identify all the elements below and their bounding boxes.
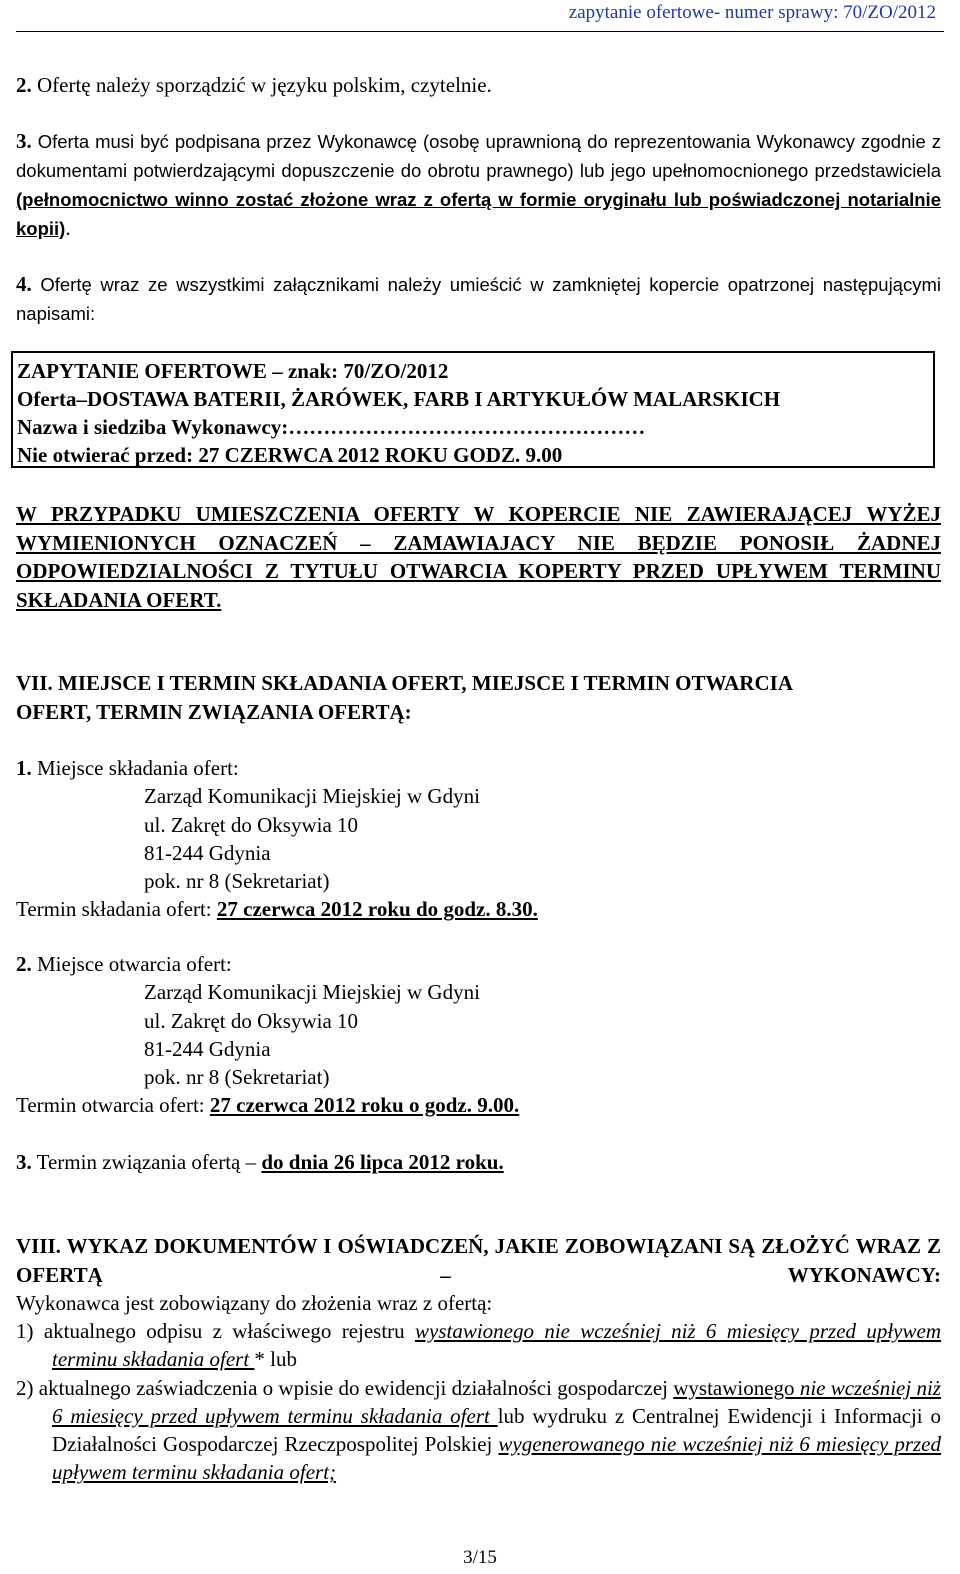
address-line: Zarząd Komunikacji Miejskiej w Gdyni (144, 784, 480, 809)
paragraph-end: . (65, 216, 71, 240)
section-7-title-line-1: VII. MIEJSCE I TERMIN SKŁADANIA OFERT, MIEJSCE I TERMIN OTWARCIA (16, 671, 793, 695)
deadline-label: Termin składania ofert: (16, 897, 217, 922)
section-8-intro: Wykonawca jest zobowiązany do złożenia wraz z ofertą: (16, 1291, 493, 1315)
paragraph-3 (16, 127, 941, 243)
address-line: pok. nr 8 (Sekretariat) (144, 1065, 330, 1090)
item-emphasis: wystawionego (673, 1375, 795, 1400)
address-line: Zarząd Komunikacji Miejskiej w Gdyni (144, 980, 480, 1005)
item-prefix: 1) aktualnego odpisu z właściwego rejestru (16, 1319, 415, 1344)
section-8-title-text: VIII. WYKAZ DOKUMENTÓW I OŚWIADCZEŃ, JAKIE ZOBOWIĄZANI SĄ ZŁOŻYĆ WRAZ Z OFERTĄ – WYKONAWCY: (16, 1234, 941, 1287)
paragraph-4 (16, 270, 941, 328)
address-line: pok. nr 8 (Sekretariat) (144, 869, 330, 894)
binding-period-value: do dnia 26 lipca 2012 roku. (261, 1150, 504, 1174)
envelope-line-2: Oferta–DOSTAWA BATERII, ŻARÓWEK, FARB I ARTYKUŁÓW MALARSKICH (17, 387, 781, 411)
paragraph-text: Ofertę należy sporządzić w języku polskim, czytelnie. (31, 73, 492, 97)
envelope-warning (16, 500, 941, 614)
document-item-1 (16, 1317, 941, 1373)
paragraph-2 (16, 71, 941, 100)
item-middle: lub wydruku z Centralnej Ewidencji i Informacji o Działalności Gospodarczej Rzeczpospolitej Polskiej (52, 1403, 941, 1457)
item-label: Miejsce składania ofert: (31, 756, 239, 780)
page-header-case-ref: zapytanie ofertowe- numer sprawy: 70/ZO/2012 (568, 2, 936, 23)
paragraph-number: 3. (16, 129, 32, 153)
paragraph-number: 4. (16, 272, 32, 296)
item-prefix: 2) aktualnego zaświadczenia o wpisie do ewidencji działalności gospodarczej (16, 1375, 674, 1400)
deadline-label: Termin otwarcia ofert: (16, 1093, 210, 1118)
item-emphasis: nie wcześniej niż 6 miesięcy przed upływem terminu składania ofert (52, 1375, 941, 1428)
address-line: 81-244 Gdynia (144, 840, 271, 865)
document-item-2 (16, 1374, 941, 1487)
envelope-line-4: Nie otwierać przed: 27 CZERWCA 2012 ROKU GODZ. 9.00 (17, 443, 563, 467)
item-emphasis: wygenerowanego nie wcześniej niż 6 miesięcy przed upływem terminu składania ofert; (52, 1432, 941, 1485)
page-number: 3/15 (463, 1547, 497, 1568)
section-7-item-2 (16, 950, 941, 1120)
item-label: Termin związania ofertą – (31, 1150, 262, 1174)
item-label: Miejsce otwarcia ofert: (31, 952, 232, 976)
paragraph-text: Ofertę wraz ze wszystkimi załącznikami należy umieścić w zamkniętej kopercie opatrzonej następującymi napisami: (16, 274, 941, 324)
address-line: 81-244 Gdynia (144, 1036, 271, 1061)
warning-text: W PRZYPADKU UMIESZCZENIA OFERTY W KOPERCIE NIE ZAWIERAJĄCEJ WYŻEJ WYMIENIONYCH OZNACZEŃ – ZAMAWIAJACY NIE BĘDZIE PONOSIŁ ŻADNEJ ODPOWIEDZIALNOŚCI Z TYTUŁU OTWARCIA KOPERTY PRZED UPŁYWEM TERMINU SKŁADANIA OFERT. (16, 502, 941, 612)
item-emphasis: wystawionego nie wcześniej niż 6 miesięcy przed upływem terminu składania ofert (52, 1319, 942, 1372)
header-rule (16, 31, 944, 32)
paragraph-text: Oferta musi być podpisana przez Wykonawcę (osobę uprawnioną do reprezentowania Wykonawcy zgodnie z dokumentami potwierdzającymi dopuszczenie do obrotu prawnego) lub jego upełnomocnionego przedstawiciela (16, 131, 941, 181)
envelope-label-box (11, 351, 935, 468)
envelope-line-3: Nazwa i siedziba Wykonawcy:…………………………………………… (17, 415, 646, 439)
item-suffix: * lub (254, 1347, 297, 1372)
address-line: ul. Zakręt do Oksywia 10 (144, 812, 359, 837)
deadline-value: 27 czerwca 2012 roku do godz. 8.30. (216, 897, 538, 922)
item-number: 3. (16, 1150, 32, 1174)
section-8-body (16, 1289, 941, 1486)
section-7-title-line-2: OFERT, TERMIN ZWIĄZANIA OFERTĄ: (16, 700, 412, 724)
address-line: ul. Zakręt do Oksywia 10 (144, 1008, 359, 1033)
item-number: 1. (16, 756, 32, 780)
power-of-attorney-note: (pełnomocnictwo winno zostać złożone wraz z ofertą w formie oryginału lub poświadczonej notarialnie kopii) (16, 189, 941, 239)
item-number: 2. (16, 952, 32, 976)
section-7-item-3 (16, 1148, 941, 1177)
envelope-line-1: ZAPYTANIE OFERTOWE – znak: 70/ZO/2012 (17, 359, 449, 383)
deadline-value: 27 czerwca 2012 roku o godz. 9.00. (209, 1093, 520, 1118)
section-7-title (16, 669, 941, 727)
section-7-item-1 (16, 754, 941, 924)
section-8-title (16, 1232, 941, 1289)
paragraph-number: 2. (16, 73, 32, 97)
